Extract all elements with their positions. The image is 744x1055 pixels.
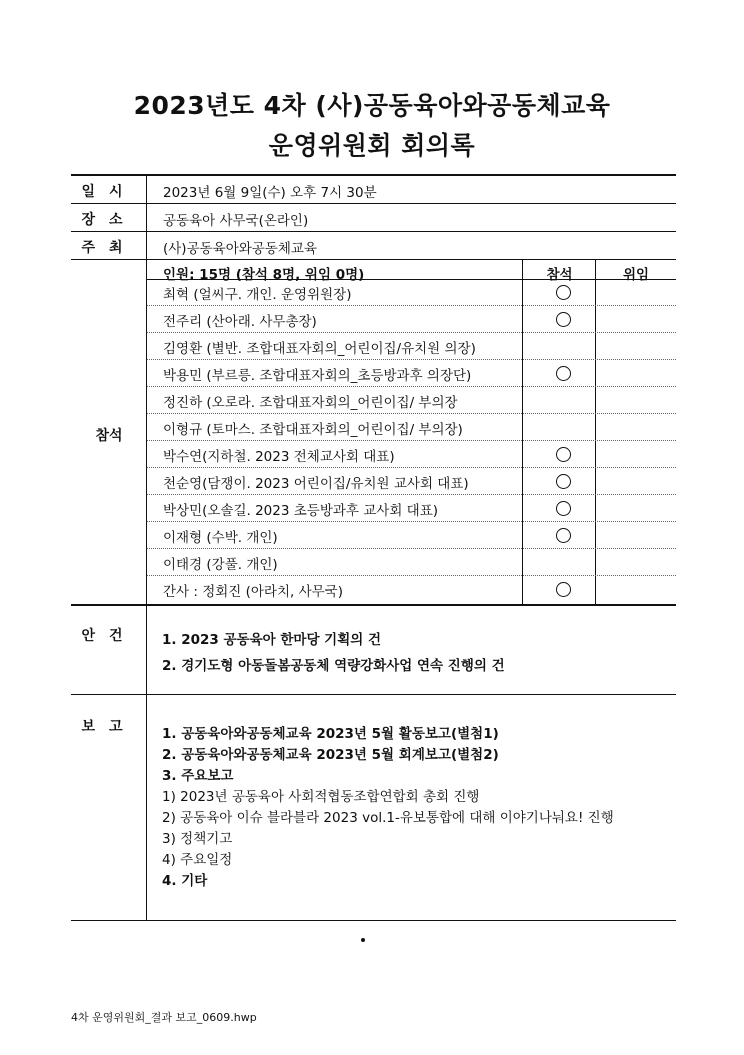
attend-column-header: 참석 — [546, 267, 573, 283]
member-name: 이태경 (강풀. 개인) — [163, 557, 278, 573]
attended-circle-icon — [556, 285, 571, 300]
row-divider — [71, 203, 676, 204]
attendance-row — [147, 522, 676, 549]
report-item: 1) 2023년 공동육아 사회적협동조합연합회 총회 진행 — [162, 789, 480, 805]
report-item: 2) 공동육아 이슈 블라블라 2023 vol.1-유보통합에 대해 이야기나눠요! 진행 — [162, 810, 614, 826]
document-title: 2023년도 4차 (사)공동육아와공동체교육 — [133, 91, 611, 120]
agenda-item: 1. 2023 공동육아 한마당 기획의 건 — [162, 632, 382, 648]
member-name: 전주리 (산아래. 사무총장) — [163, 314, 317, 330]
attendance-row — [147, 441, 676, 468]
member-name: 이재형 (수박. 개인) — [163, 530, 278, 546]
attendance-row — [147, 495, 676, 522]
attendance-row — [147, 387, 676, 414]
agenda-item: 2. 경기도형 아동돌봄공동체 역량강화사업 연속 진행의 건 — [162, 658, 505, 674]
proxy-column-header: 위임 — [622, 267, 650, 283]
attendance-row — [147, 306, 676, 333]
attendance-summary: 인원: 15명 (참석 8명, 위임 0명) — [163, 267, 365, 283]
attendance-row — [147, 576, 676, 603]
report-item: 4) 주요일정 — [162, 852, 233, 868]
attended-circle-icon — [556, 474, 571, 489]
row-divider — [71, 259, 676, 260]
report-item: 2. 공동육아와공동체교육 2023년 5월 회계보고(별첨2) — [162, 747, 499, 763]
member-name: 간사 : 정회진 (아라치, 사무국) — [163, 584, 343, 600]
place-label: 장소 — [81, 212, 137, 228]
report-item: 1. 공동육아와공동체교육 2023년 5월 활동보고(별첨1) — [162, 726, 499, 742]
member-name: 최혁 (얼씨구. 개인. 운영위원장) — [163, 287, 352, 303]
attended-circle-icon — [556, 312, 571, 327]
attendance-row — [147, 414, 676, 441]
attendance-label: 참석 — [95, 428, 123, 444]
host-label: 주최 — [81, 240, 137, 256]
attendance-row — [147, 360, 676, 387]
attended-circle-icon — [556, 501, 571, 516]
member-name: 정진하 (오로라. 조합대표자회의_어린이집/ 부의장 — [163, 395, 458, 411]
member-name: 천순영(담쟁이. 2023 어린이집/유치원 교사회 대표) — [163, 476, 469, 492]
host-value: (사)공동육아와공동체교육 — [163, 241, 317, 257]
table-bottom-border — [71, 920, 676, 921]
member-name: 박수연(지하철. 2023 전체교사회 대표) — [163, 449, 395, 465]
attendance-row — [147, 468, 676, 495]
member-name: 박상민(오솔길. 2023 초등방과후 교사회 대표) — [163, 503, 439, 519]
section-divider — [71, 604, 676, 606]
attendance-row — [147, 549, 676, 576]
bullet-dot — [361, 938, 365, 942]
attended-circle-icon — [556, 582, 571, 597]
report-item: 3) 정책기고 — [162, 831, 233, 847]
row-divider — [71, 694, 676, 695]
row-divider — [71, 231, 676, 232]
report-item: 3. 주요보고 — [162, 768, 234, 784]
footer-filename: 4차 운영위원회_결과 보고_0609.hwp — [71, 1011, 257, 1024]
member-name: 박용민 (부르릉. 조합대표자회의_초등방과후 의장단) — [163, 368, 472, 384]
report-item: 4. 기타 — [162, 873, 208, 889]
attended-circle-icon — [556, 528, 571, 543]
attendance-header — [147, 262, 676, 283]
date-value: 2023년 6월 9일(수) 오후 7시 30분 — [163, 185, 377, 201]
report-label: 보고 — [81, 719, 137, 735]
attended-circle-icon — [556, 447, 571, 462]
member-name: 이형규 (토마스. 조합대표자회의_어린이집/ 부의장) — [163, 422, 463, 438]
attendance-row — [147, 333, 676, 360]
member-name: 김영환 (별반. 조합대표자회의_어린이집/유치원 의장) — [163, 341, 476, 357]
document-subtitle: 운영위원회 회의록 — [268, 131, 476, 160]
table-top-border — [71, 174, 676, 176]
place-value: 공동육아 사무국(온라인) — [163, 213, 309, 229]
date-label: 일시 — [81, 184, 137, 200]
attended-circle-icon — [556, 366, 571, 381]
agenda-label: 안건 — [81, 628, 137, 644]
attendance-row — [147, 279, 676, 306]
